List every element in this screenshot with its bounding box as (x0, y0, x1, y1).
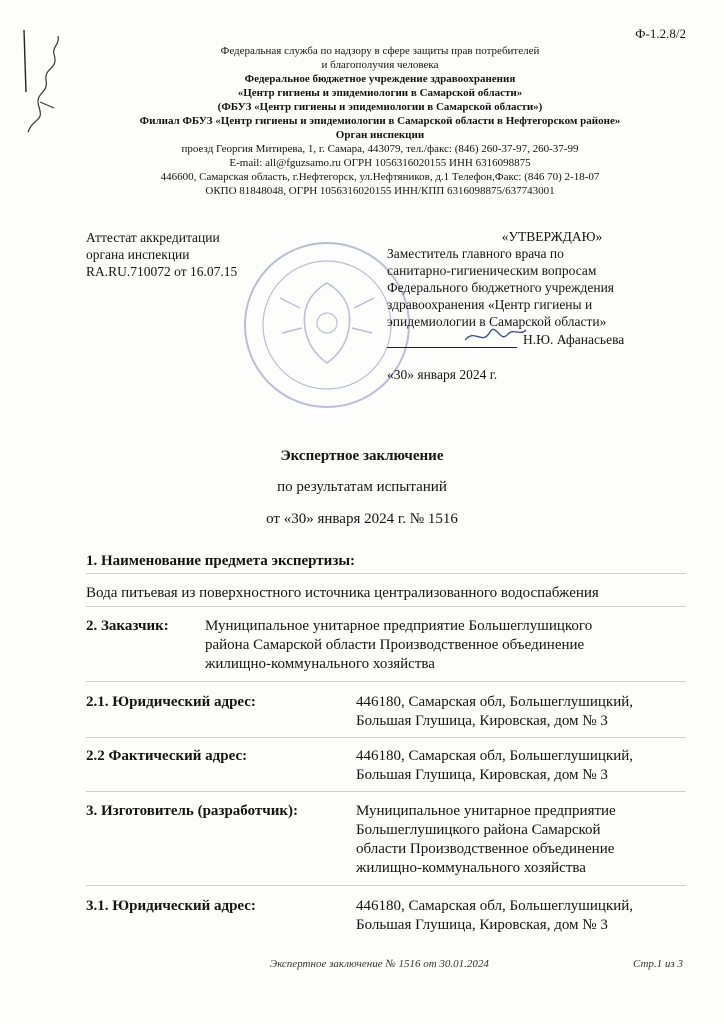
header-line: (ФБУЗ «Центр гигиены и эпидемиологии в Самарской области») (217, 101, 543, 113)
handwritten-annotation (14, 22, 74, 142)
page-number: Стр.1 из 3 (633, 958, 683, 970)
manufacturer-legal-label: 3.1. Юридический адрес: (86, 898, 256, 914)
header-line: E-mail: all@fguzsamo.ru ОГРН 1056316020155 ИНН 6316098875 (229, 157, 531, 169)
manufacturer-value-line: области Производственное объединение (356, 841, 615, 857)
divider (86, 681, 686, 682)
customer-value-line: района Самарской области Производственное объединение (205, 637, 585, 653)
footer-caption: Экспертное заключение № 1516 от 30.01.2024 (270, 958, 489, 970)
header-line: и благополучия человека (321, 59, 439, 71)
manufacturer-value-line: Муниципальное унитарное предприятие (356, 803, 616, 819)
legal-address-line: 446180, Самарская обл, Большеглушицкий, (356, 694, 634, 710)
document-subtitle: по результатам испытаний (277, 479, 447, 495)
document-title: Экспертное заключение (280, 448, 444, 464)
divider (86, 737, 686, 738)
subject-label-text: 1. Наименование предмета экспертизы: (86, 553, 356, 569)
approval-date: «30» января 2024 г. (387, 367, 498, 382)
manufacturer-value-line: Большеглушицкого района Самарской (356, 822, 601, 838)
customer-label: 2. Заказчик: (86, 618, 169, 634)
manufacturer-legal-line: Большая Глушица, Кировская, дом № 3 (356, 917, 608, 933)
actual-address-line: Большая Глушица, Кировская, дом № 3 (356, 767, 608, 783)
header-line: ОКПО 81848048, ОГРН 1056316020155 ИНН/КПП 6316098875/637743001 (205, 185, 555, 197)
subject-value: Вода питьевая из поверхностного источника централизованного водоспабжения (86, 585, 599, 601)
divider (86, 791, 686, 792)
approval-line: санитарно-гигиеническим вопросам (387, 263, 597, 278)
approval-line: Федерального бюджетного учреждения (387, 280, 615, 295)
approval-line: здравоохранения «Центр гигиены и (387, 297, 593, 312)
approval-line: эпидемиологии в Самарской области» (387, 314, 607, 329)
manufacturer-value-line: жилищно-коммунального хозяйства (356, 860, 586, 876)
document-number: от «30» января 2024 г. № 1516 (266, 511, 458, 527)
organization-header (80, 44, 680, 198)
accreditation-line: Аттестат аккредитации (86, 230, 220, 245)
header-line: 446600, Самарская область, г.Нефтегорск, ул.Нефтяников, д.1 Телефон,Факс: (846 70) 2-18-07 (160, 171, 600, 183)
accreditation-number: RA.RU.710072 от 16.07.15 (86, 264, 238, 279)
divider (86, 573, 686, 574)
manufacturer-label: 3. Изготовитель (разработчик): (86, 803, 299, 819)
signature-row (387, 331, 677, 348)
header-line: проезд Георгия Митирева, 1, г. Самара, 443079, тел./факс: (846) 260-37-97, 260-37-99 (181, 143, 579, 155)
actual-address-label: 2.2 Фактический адрес: (86, 748, 248, 764)
divider (86, 606, 686, 607)
approval-title: «УТВЕРЖДАЮ» (501, 229, 603, 244)
legal-address-line: Большая Глушица, Кировская, дом № 3 (356, 713, 608, 729)
divider (86, 885, 686, 886)
accreditation-block (86, 229, 237, 280)
accreditation-line: органа инспекции (86, 247, 190, 262)
signer-name: Н.Ю. Афанасьева (523, 332, 625, 347)
header-line: Орган инспекции (335, 129, 425, 141)
header-line: Федеральное бюджетное учреждение здравоохранения (244, 73, 516, 85)
approval-line: Заместитель главного врача по (387, 246, 564, 261)
subject-label (86, 552, 355, 571)
header-line: Филиал ФБУЗ «Центр гигиены и эпидемиологии в Самарской области в Нефтегорском районе» (139, 115, 621, 127)
manufacturer-legal-line: 446180, Самарская обл, Большеглушицкий, (356, 898, 634, 914)
actual-address-line: 446180, Самарская обл, Большеглушицкий, (356, 748, 634, 764)
customer-value-line: Муниципальное унитарное предприятие Большеглушицкого (205, 618, 593, 634)
header-line: Федеральная служба по надзору в сфере защиты прав потребителей (220, 45, 540, 57)
form-code: Ф-1.2.8/2 (635, 26, 686, 41)
customer-value-line: жилищно-коммунального хозяйства (205, 656, 435, 672)
legal-address-label: 2.1. Юридический адрес: (86, 694, 256, 710)
header-line: «Центр гигиены и эпидемиологии в Самарской области» (237, 87, 523, 99)
approval-block (387, 228, 677, 383)
signature-mark (460, 318, 530, 348)
